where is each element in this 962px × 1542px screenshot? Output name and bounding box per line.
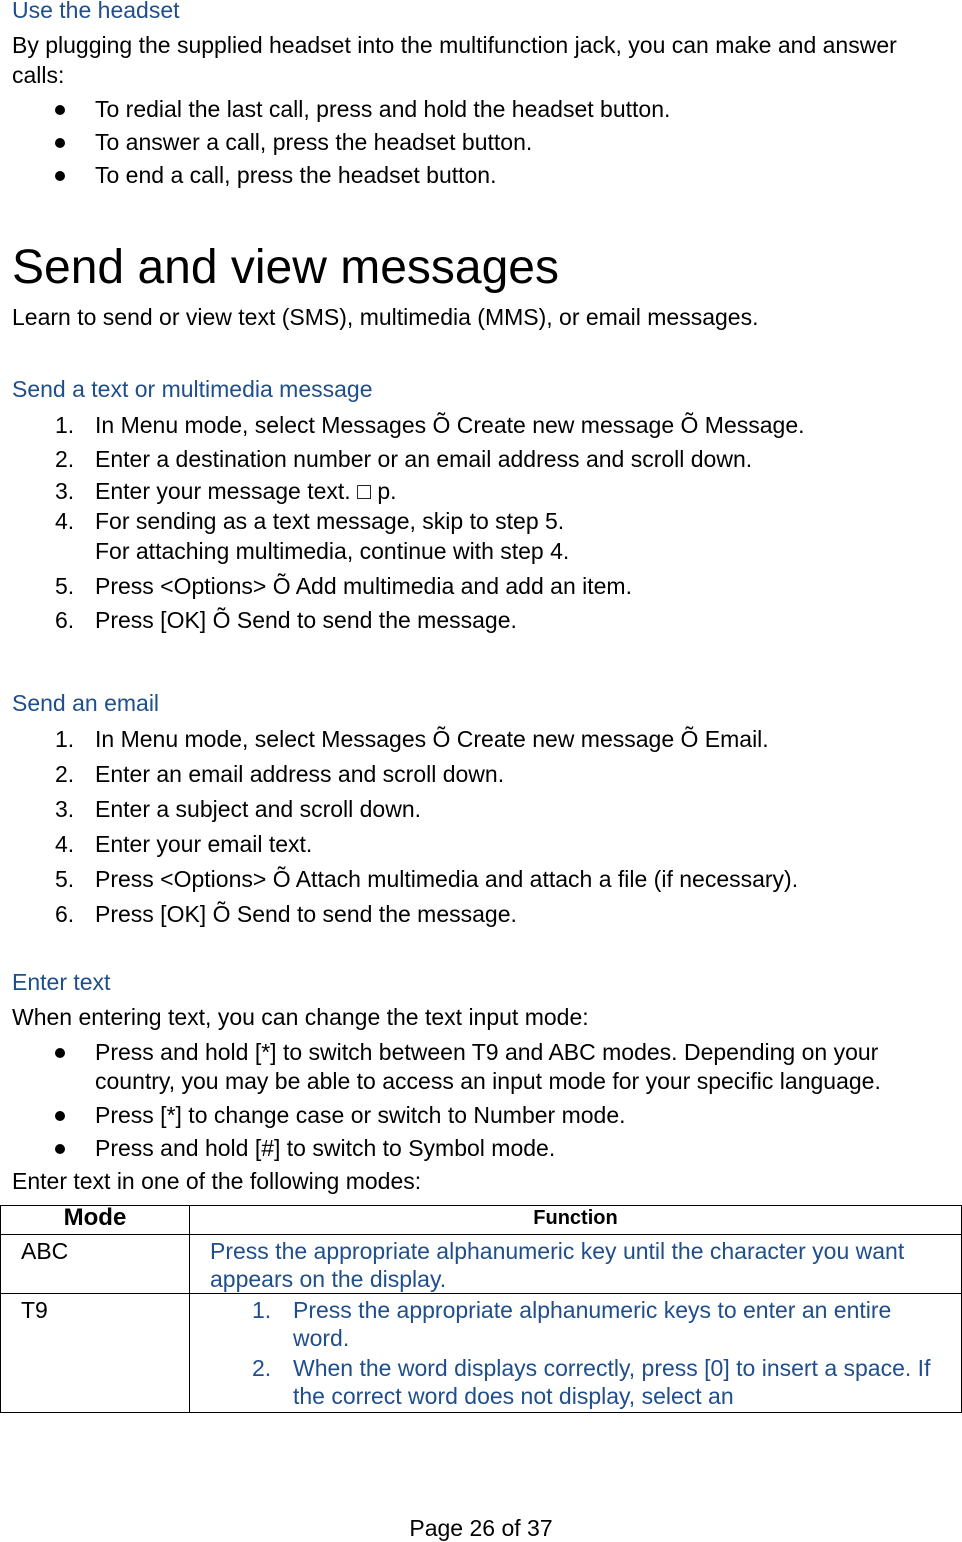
list-item: Press and hold [*] to switch between T9 and ABC modes. Depending on your country, you may be able to access an input mode for your specific language. [0,1038,962,1096]
section-title-headset: Use the headset [12,0,180,23]
enter-text-intro: When entering text, you can change the text input mode: [12,1004,589,1030]
section-title-enter-text: Enter text [12,969,111,995]
bullet-icon [55,105,65,115]
list-item: 5. Press <Options> Õ Add multimedia and add an item. [55,573,632,599]
column-header-mode: Mode [1,1206,190,1235]
list-item: To end a call, press the headset button. [0,159,962,192]
bullet-icon [55,1048,65,1058]
list-item: Press [*] to change case or switch to Number mode. [0,1099,962,1132]
list-item: To redial the last call, press and hold the headset button. [0,93,962,126]
t9-steps [210,1296,931,1410]
table-intro: Enter text in one of the following modes: [12,1168,422,1194]
list-item: 2. Enter an email address and scroll down. [55,761,505,787]
list-item: 2. When the word displays correctly, press [0] to insert a space. If the correct word does not display, select an [252,1355,931,1409]
table-header-row [1,1206,962,1235]
list-item: 2. Enter a destination number or an email address and scroll down. [55,446,753,472]
bullet-icon [55,171,65,181]
table-row [1,1294,962,1413]
page-number: Page 26 of 37 [409,1515,553,1541]
function-cell: Press the appropriate alphanumeric key until the character you want appears on the display. [190,1235,962,1294]
page-heading: Send and view messages [12,241,559,294]
section-title-send-email: Send an email [12,690,160,716]
list-item: To answer a call, press the headset button. [0,126,962,159]
list-item: 3. Enter your message text. □ p. [55,478,397,504]
list-item: 6. Press [OK] Õ Send to send the message. [55,901,517,927]
send-text-steps [0,408,962,637]
mode-cell: T9 [1,1294,190,1413]
mode-cell: ABC [1,1235,190,1294]
list-item: 3. Enter a subject and scroll down. [55,796,422,822]
bullet-icon [55,138,65,148]
list-item: 6. Press [OK] Õ Send to send the message. [55,607,517,633]
list-item: 4. Enter your email text. [55,831,313,857]
send-email-steps [0,722,962,932]
list-item: Press and hold [#] to switch to Symbol mode. [0,1132,962,1165]
messages-intro: Learn to send or view text (SMS), multimedia (MMS), or email messages. [12,304,759,330]
bullet-icon [55,1111,65,1121]
column-header-function: Function [190,1206,962,1235]
headset-intro: By plugging the supplied headset into the multifunction jack, you can make and answer calls: [12,32,897,88]
headset-bullets [0,93,962,192]
list-item: 1. Press the appropriate alphanumeric keys to enter an entire word. [252,1297,892,1351]
bullet-icon [55,1144,65,1154]
table-row [1,1235,962,1294]
enter-text-bullets [0,1038,962,1165]
modes-table [0,1205,962,1413]
function-cell [190,1294,962,1413]
section-title-send-text: Send a text or multimedia message [12,376,373,402]
list-item: 4. For sending as a text message, skip to step 5. For attaching multimedia, continue with step 4. [55,508,570,564]
list-item: 1. In Menu mode, select Messages Õ Create new message Õ Email. [55,726,769,752]
list-item: 5. Press <Options> Õ Attach multimedia and attach a file (if necessary). [55,866,799,892]
list-item: 1. In Menu mode, select Messages Õ Create new message Õ Message. [55,412,805,438]
